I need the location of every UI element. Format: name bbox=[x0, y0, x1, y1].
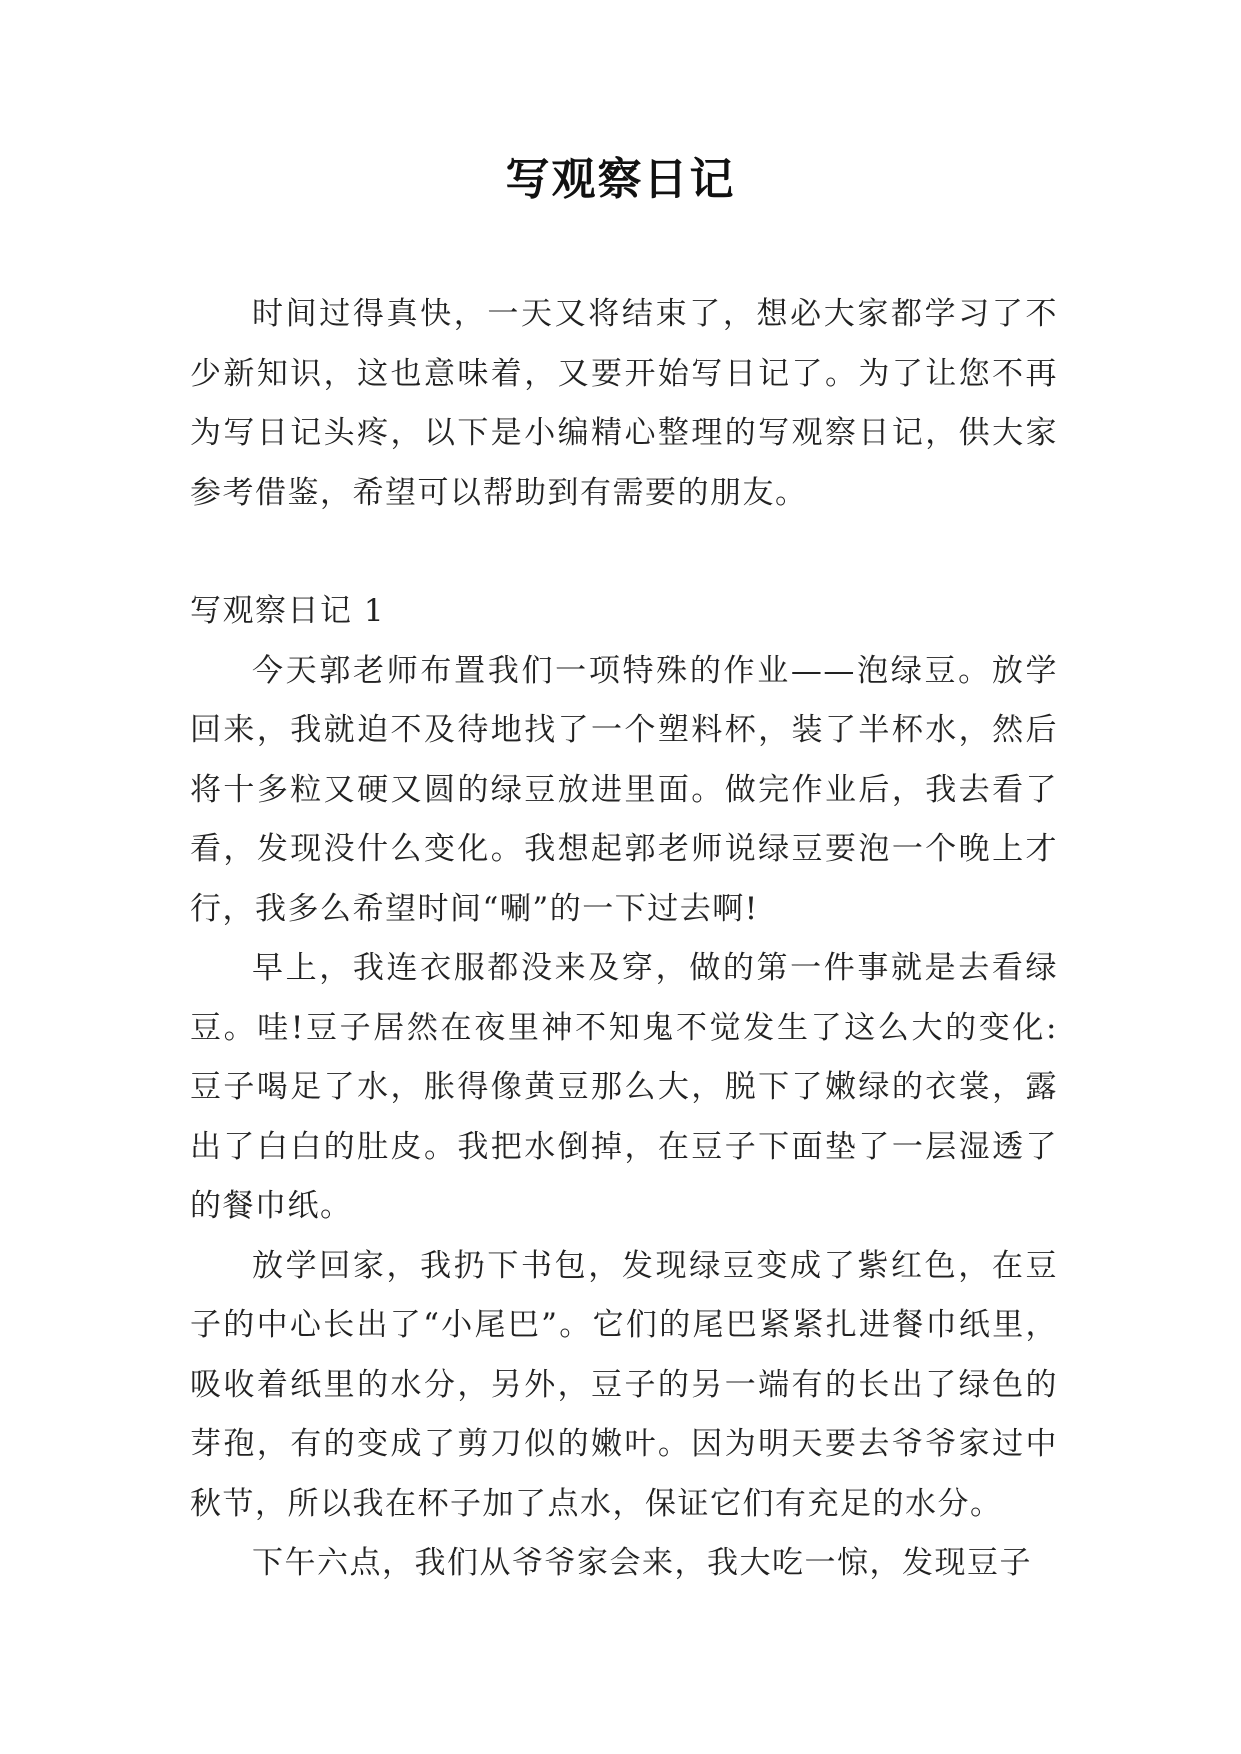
document-title: 写观察日记 bbox=[505, 154, 736, 205]
body-paragraph: 早上，我连衣服都没来及穿，做的第一件事就是去看绿豆。哇!豆子居然在夜里神不知鬼不觉发生了这么大的变化:豆子喝足了水，胀得像黄豆那么大，脱下了嫩绿的衣裳，露出了白白的肚皮。我把水倒掉，在豆子下面垫了一层湿透了的餐巾纸。 bbox=[190, 950, 1058, 1224]
intro-paragraph: 时间过得真快，一天又将结束了，想必大家都学习了不少新知识，这也意味着，又要开始写日记了。为了让您不再为写日记头疼，以下是小编精心整理的写观察日记，供大家参考借鉴，希望可以帮助到有需要的朋友。 bbox=[190, 296, 1058, 511]
section-heading: 写观察日记 1 bbox=[190, 593, 386, 629]
body-paragraph: 今天郭老师布置我们一项特殊的作业——泡绿豆。放学回来，我就迫不及待地找了一个塑料杯，装了半杯水，然后将十多粒又硬又圆的绿豆放进里面。做完作业后，我去看了看，发现没什么变化。我想起郭老师说绿豆要泡一个晚上才行，我多么希望时间“唰”的一下过去啊! bbox=[190, 652, 1058, 927]
body-paragraph: 下午六点，我们从爷爷家会来，我大吃一惊，发现豆子 bbox=[252, 1545, 1032, 1581]
body-paragraph: 放学回家，我扔下书包，发现绿豆变成了紫红色，在豆子的中心长出了“小尾巴”。它们的尾巴紧紧扎进餐巾纸里，吸收着纸里的水分，另外，豆子的另一端有的长出了绿色的芽孢，有的变成了剪刀似的嫩叶。因为明天要去爷爷家过中秋节，所以我在杯子加了点水，保证它们有充足的水分。 bbox=[190, 1247, 1058, 1522]
document-body bbox=[190, 285, 1058, 1594]
